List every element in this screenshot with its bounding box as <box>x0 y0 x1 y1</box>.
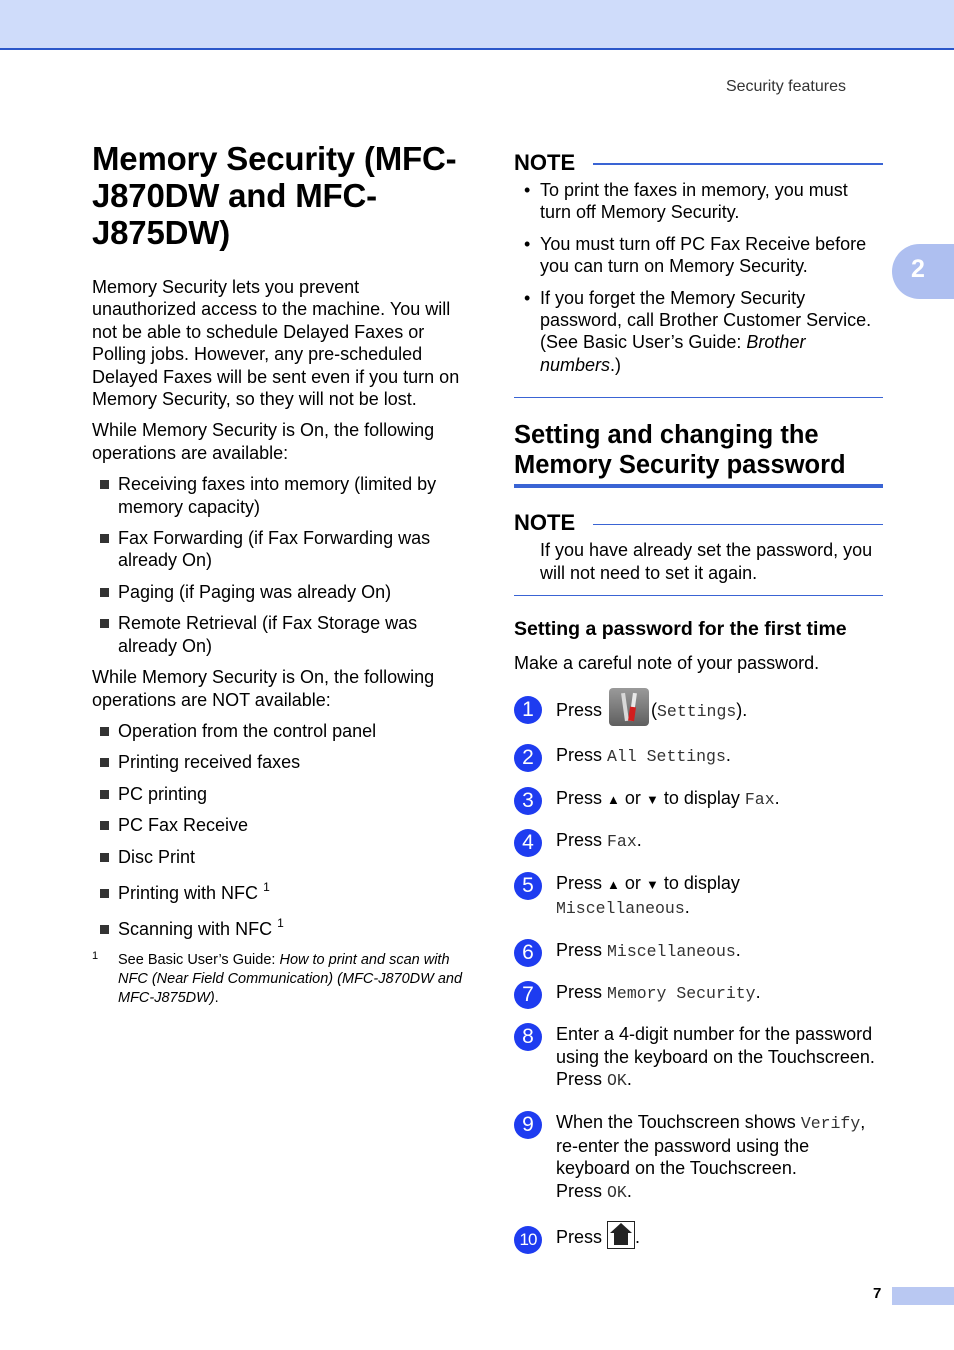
step-10: 10 Press . <box>514 1226 883 1249</box>
square-bullet-icon <box>100 790 109 799</box>
ui-label: Miscellaneous <box>607 941 736 961</box>
step-7: 7 Press Memory Security. <box>514 981 883 1005</box>
footnote: 1 See Basic User’s Guide: How to print and scan with NFC (Near Field Communication) (MFC-J870DW and MFC-J875DW). <box>92 951 464 1008</box>
square-bullet-icon <box>100 925 109 934</box>
section-title: Setting and changing the Memory Security password <box>514 420 883 488</box>
step-number: 1 <box>514 696 542 724</box>
available-list <box>92 473 464 657</box>
right-column <box>514 150 883 1249</box>
ui-label: OK <box>607 1071 627 1091</box>
square-bullet-icon <box>100 619 109 628</box>
note-label: NOTE <box>514 510 576 536</box>
list-item: Paging (if Paging was already On) <box>92 581 464 603</box>
subsection-title: Setting a password for the first time <box>514 618 847 641</box>
available-intro: While Memory Security is On, the following operations are available: <box>92 420 435 463</box>
square-bullet-icon <box>100 534 109 543</box>
square-bullet-icon <box>100 727 109 736</box>
list-item: Receiving faxes into memory (limited by memory capacity) <box>92 473 464 518</box>
down-arrow-icon: ▼ <box>645 791 659 807</box>
down-arrow-icon: ▼ <box>645 876 659 892</box>
list-item: Fax Forwarding (if Fax Forwarding was already On) <box>92 527 464 572</box>
settings-icon[interactable] <box>609 688 649 726</box>
list-item: Operation from the control panel <box>92 720 464 742</box>
square-bullet-icon <box>100 821 109 830</box>
ui-label: Memory Security <box>607 983 756 1003</box>
step-number: 8 <box>514 1023 542 1051</box>
square-bullet-icon <box>100 588 109 597</box>
intro-paragraph: Memory Security lets you prevent unauthorized access to the machine. You will not be able to schedule Delayed Faxes or Polling jobs. However, any pre-scheduled Delayed Faxes will be sent even if you turn on Memory Security, so they will not be lost. <box>92 277 460 410</box>
list-item: Printing received faxes <box>92 751 464 773</box>
steps-list <box>514 696 883 1249</box>
top-band <box>0 0 954 50</box>
ui-label: Miscellaneous <box>556 899 685 919</box>
step-number: 2 <box>514 744 542 772</box>
footnote-ref[interactable]: 1 <box>263 879 270 894</box>
square-bullet-icon <box>100 758 109 767</box>
footnote-ref[interactable]: 1 <box>277 916 284 931</box>
note-box <box>514 150 883 398</box>
step-8: 8 Enter a 4-digit number for the password using the keyboard on the Touchscreen. Press OK. <box>514 1023 883 1092</box>
ui-label: Verify <box>800 1113 861 1133</box>
subsection-intro: Make a careful note of your password. <box>514 653 820 674</box>
list-item: PC printing <box>92 783 464 805</box>
step-5: 5 Press ▲ or ▼ to display Miscellaneous. <box>514 872 883 921</box>
step-9: 9 When the Touchscreen shows Verify, re-enter the password using the keyboard on the Touchscreen. Press OK. <box>514 1111 883 1205</box>
note-box <box>514 510 883 596</box>
footer-band <box>892 1287 954 1305</box>
list-item: • You must turn off PC Fax Receive before you can turn on Memory Security. <box>524 233 867 277</box>
note-rule <box>593 163 883 165</box>
step-6: 6 Press Miscellaneous. <box>514 939 883 963</box>
ui-label: Fax <box>607 832 637 852</box>
note-text: If you have already set the password, you will not need to set it again. <box>540 540 873 583</box>
list-item: Remote Retrieval (if Fax Storage was already On) <box>92 612 464 657</box>
footnote-reference-title: How to print and scan with NFC (Near Field Communication) (MFC-J870DW and MFC-J875DW) <box>118 951 463 1006</box>
step-number: 4 <box>514 829 542 857</box>
up-arrow-icon: ▲ <box>607 791 620 807</box>
note-rule <box>593 524 883 526</box>
note-label: NOTE <box>514 150 576 175</box>
left-column <box>92 140 464 1008</box>
list-item: PC Fax Receive <box>92 814 464 836</box>
reference-title: Brother numbers <box>540 332 806 375</box>
step-number: 6 <box>514 939 542 967</box>
ui-label: Fax <box>744 789 775 809</box>
page-number: 7 <box>873 1285 882 1302</box>
ui-label: All Settings <box>607 747 726 767</box>
step-number: 3 <box>514 787 542 815</box>
chapter-tab: 2 <box>892 244 954 299</box>
step-number: 5 <box>514 872 542 900</box>
up-arrow-icon: ▲ <box>607 876 620 892</box>
step-number: 9 <box>514 1111 542 1139</box>
not-available-intro: While Memory Security is On, the following operations are NOT available: <box>92 667 435 710</box>
list-item: • If you forget the Memory Security password, call Brother Customer Service. (See Basic User’s Guide: Brother numbers.) <box>524 287 872 375</box>
page-title: Memory Security (MFC-J870DW and MFC-J875DW) <box>92 140 457 251</box>
footnote-mark: 1 <box>92 949 99 962</box>
not-available-list <box>92 720 464 941</box>
ui-label: OK <box>607 1182 627 1202</box>
home-icon[interactable] <box>607 1221 635 1249</box>
list-item: Printing with NFC $^1$ <box>92 882 464 904</box>
running-header: Security features <box>725 78 846 95</box>
step-2: 2 Press All Settings. <box>514 744 883 768</box>
step-number: 10 <box>514 1226 542 1254</box>
step-4: 4 Press Fax. <box>514 829 883 853</box>
step-number: 7 <box>514 981 542 1009</box>
list-item: • To print the faxes in memory, you must turn off Memory Security. <box>524 180 848 223</box>
ui-label: Settings <box>657 702 737 722</box>
square-bullet-icon <box>100 889 109 898</box>
list-item: Scanning with NFC $^1$ <box>92 918 464 940</box>
step-1: 1 Press (Settings). <box>514 696 883 726</box>
list-item: Disc Print <box>92 846 464 868</box>
step-3: 3 Press ▲ or ▼ to display Fax. <box>514 787 883 811</box>
square-bullet-icon <box>100 853 109 862</box>
square-bullet-icon <box>100 480 109 489</box>
